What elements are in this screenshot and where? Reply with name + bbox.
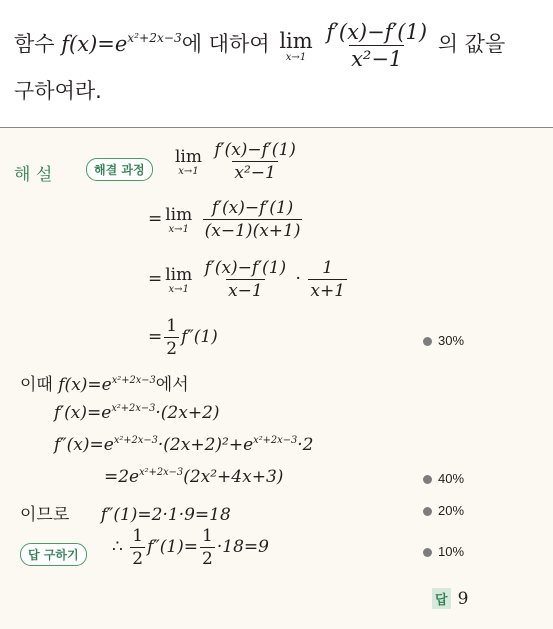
- step3-frac2-den: x+1: [310, 281, 346, 301]
- problem-lim-sub: x→1: [285, 51, 307, 63]
- step-3: = lim x→1 $\frac{f'(x)-f'(1)}{x-1}$ · $\frac{1}{x+1}$: [148, 258, 346, 301]
- bullet-dot-icon: [423, 475, 432, 484]
- step4-half-den: 2: [166, 339, 178, 359]
- step2-den: (x−1)(x+1): [204, 221, 301, 241]
- then-line: 이때 $f(x)=e^{x^2+2x-3}$에서: [20, 374, 189, 395]
- solution-label: 해 설: [14, 165, 53, 185]
- step1-den: x²−1: [234, 163, 276, 183]
- process-badge: 해결 과정: [86, 158, 153, 181]
- problem-line-1: [14, 20, 505, 71]
- problem-limit: [279, 29, 312, 63]
- answer-box: 답 9: [432, 588, 468, 609]
- problem-lim-word: lim: [279, 28, 313, 53]
- problem-postfix-1: 에 대하여: [181, 32, 270, 56]
- step4-half-num: 1: [166, 316, 178, 336]
- deriv-line-3: $=2e^{x^2+2x-3}(2x^2+4x+3)$: [104, 466, 284, 487]
- percent-1: 30%: [423, 333, 464, 348]
- so-line: 이므로 f″(1)=2·1·9=18: [20, 505, 231, 525]
- step-4: = $\frac{1}{2}$ f″(1): [148, 316, 218, 359]
- step1-lim: lim: [175, 146, 202, 167]
- step1-lim-sub: x→1: [178, 165, 199, 177]
- step3-lim: lim: [165, 264, 193, 285]
- problem-postfix-2: 의 값을: [437, 32, 506, 56]
- bullet-dot-icon: [423, 337, 432, 346]
- step2-num: f′(x)−f′(1): [211, 198, 294, 218]
- bullet-dot-icon: [423, 548, 432, 557]
- problem-function-exp: x²+2x−3: [127, 30, 182, 45]
- problem-numerator: f′(x)−f′(1): [326, 20, 428, 44]
- percent-3: 20%: [423, 503, 464, 518]
- final-line: ∴ $\frac{1}{2}$ f″(1)= $\frac{1}{2}$ ·18=9: [112, 526, 269, 569]
- percent-2: 40%: [423, 471, 464, 486]
- step3-frac2-num: 1: [322, 258, 334, 278]
- deriv-line-2: $f''(x)=e^{x^2+2x-3}\cdot(2x+2)^2+e^{x^2+2x-3}\cdot 2$: [54, 434, 314, 455]
- problem-function-lhs: f(x)=e: [61, 32, 128, 56]
- bullet-dot-icon: [423, 507, 432, 516]
- step3-den: x−1: [228, 281, 263, 301]
- deriv-line-1: $f'(x)=e^{x^2+2x-3}\cdot(2x+2)$: [54, 402, 220, 423]
- problem-line-2: 구하여라.: [14, 79, 102, 103]
- problem-prefix: 함수: [14, 32, 55, 56]
- step1-num: f′(x)−f′(1): [214, 140, 296, 160]
- step-2: = lim x→1 $\frac{f'(x)-f'(1)}{(x-1)(x+1)}$: [148, 198, 301, 241]
- problem-denominator: x²−1: [351, 47, 403, 71]
- step4-rest: f″(1): [181, 327, 218, 347]
- percent-4: 10%: [423, 544, 464, 559]
- step-1: [172, 140, 300, 183]
- step2-lim: lim: [165, 204, 193, 225]
- solution-panel: [0, 128, 553, 629]
- problem-fraction: [324, 20, 429, 71]
- answer-badge: 답 구하기: [20, 543, 87, 566]
- step3-num: f′(x)−f′(1): [204, 258, 287, 278]
